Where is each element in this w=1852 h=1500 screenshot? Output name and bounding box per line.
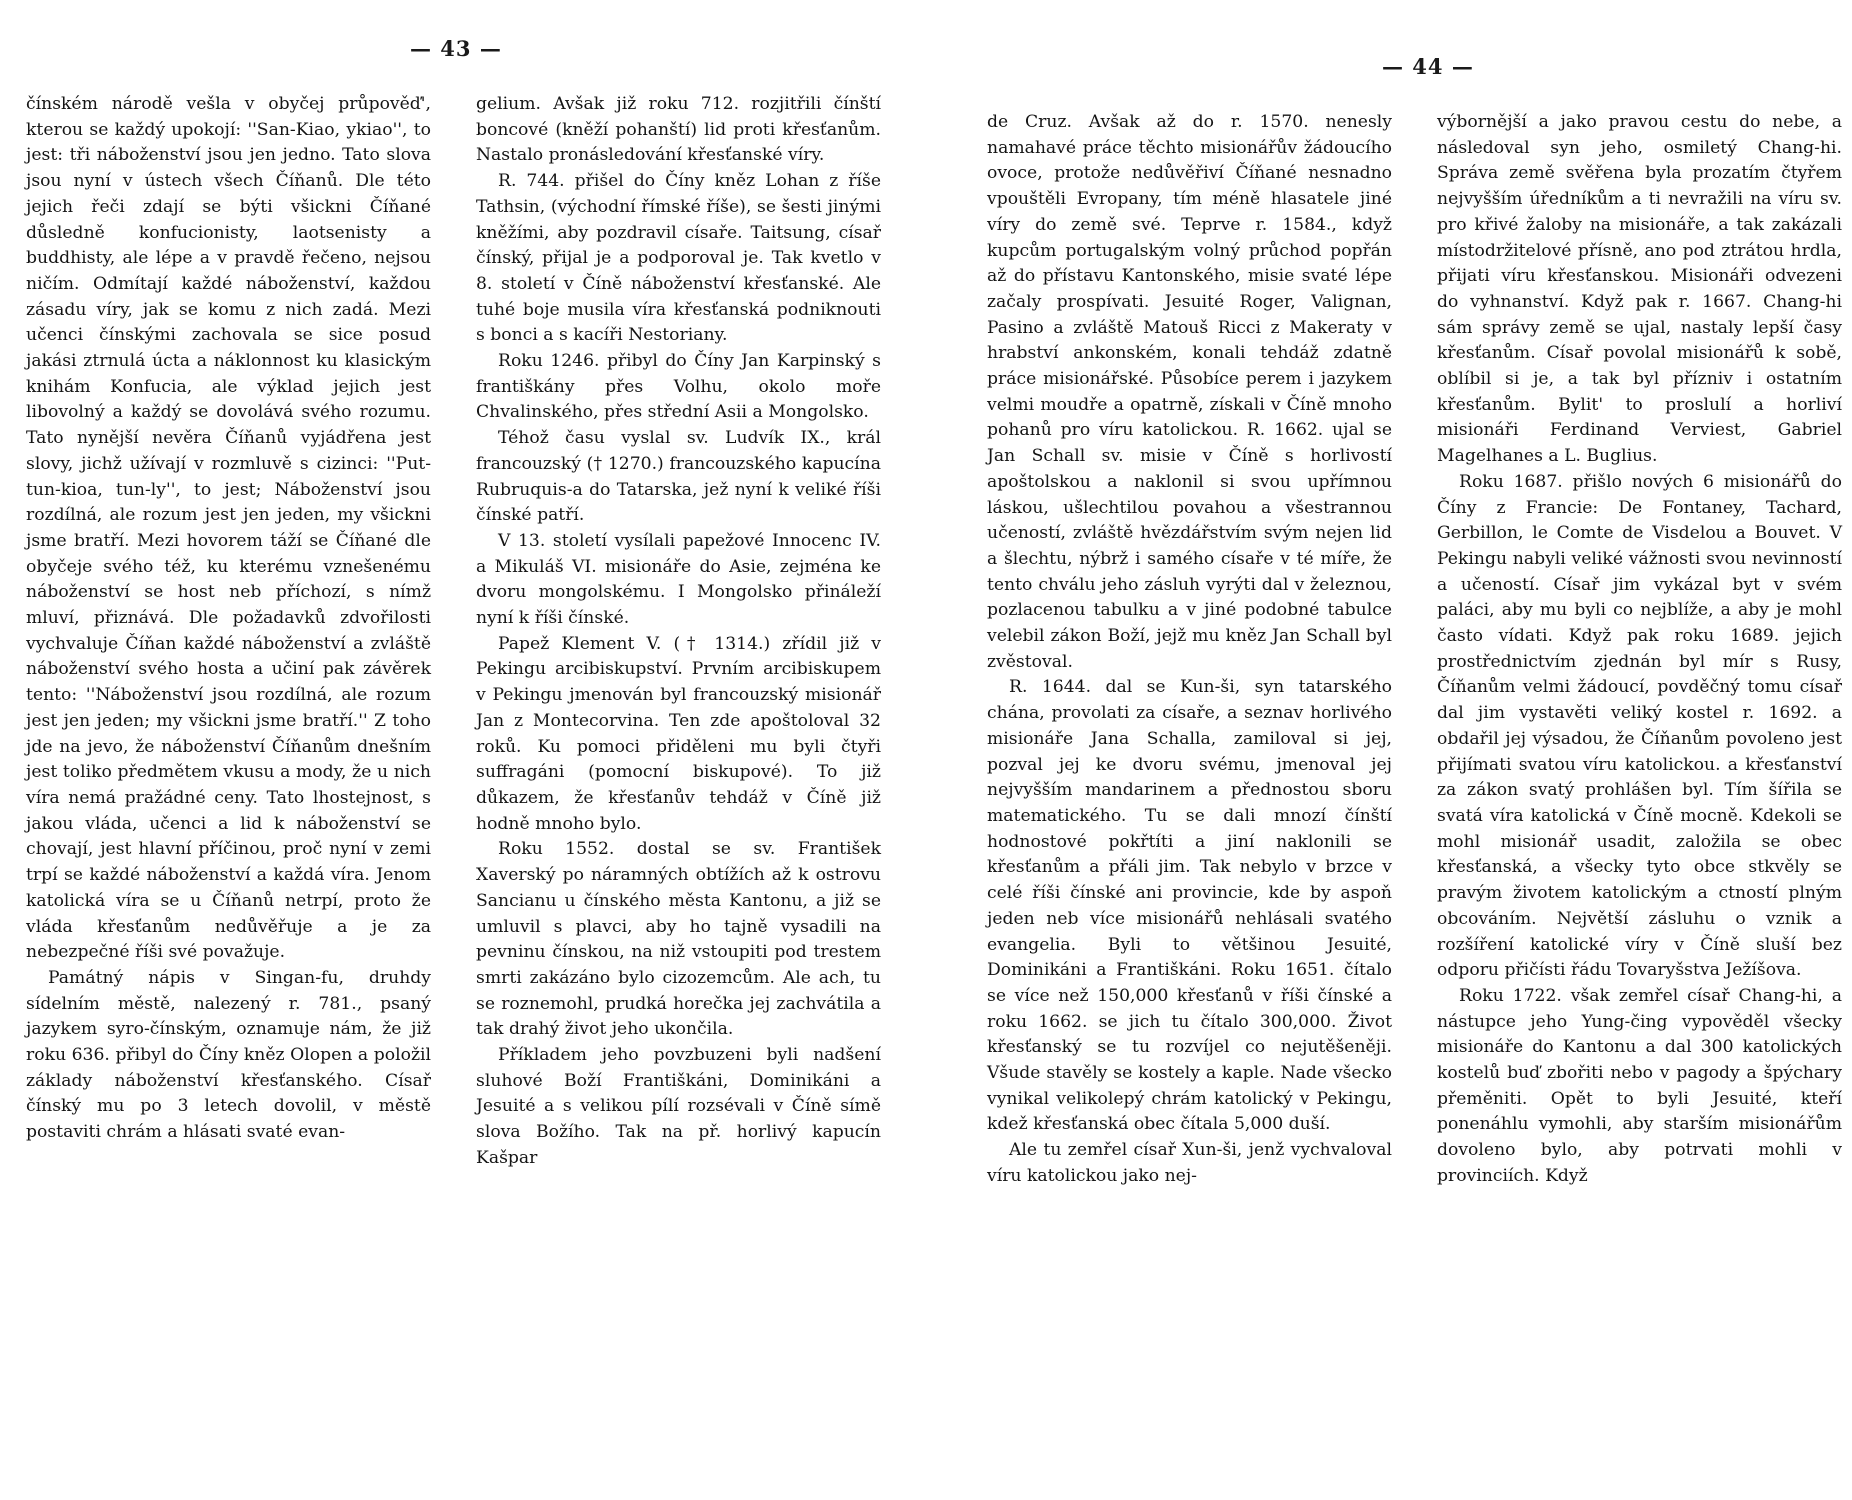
right-page-column-2 [1437, 110, 1842, 1190]
paragraph: R. 1644. dal se Kun-ši, syn tatarského chána, provolati za císaře, a seznav horlivého misionáře Jana Schalla, zamiloval si jej, pozval jej ke dvoru svému, jmenoval jej nejvyšším mandarinem a přednostou sboru matematického. Tu se dali mnozí čínští hodnostové pokřtíti a jiní naklonili se křesťanům a přáli jim. Tak nebylo v brzce v celé říši čínské ani provincie, kde by aspoň jeden neb více misionářů nehlásali svatého evangelia. Byli to většinou Jesuité, Dominikáni a Františkáni. Roku 1651. čítalo se více než 150,000 křesťanů v říši čínské a roku 1662. se jich tu čítalo 300,000. Život křesťanský se tu rozvíjel co nejutěšeněji. Všude stavěly se kostely a kaple. Nade všecko vynikal velikolepý chrám katolický v Pekingu, kdež křesťanská obec čítala 5,000 duší. [987, 677, 1392, 1135]
paragraph: Téhož času vyslal sv. Ludvík IX., král francouzský († 1270.) francouzského kapucína Rubruquis-a do Tatarska, jež nyní k veliké říši čínské patří. [476, 428, 881, 526]
page-number-right: — 44 — [1382, 54, 1474, 79]
left-page-column-2 [476, 92, 881, 1172]
paragraph: gelium. Avšak již roku 712. rozjitřili čínští boncové (kněží pohanští) lid proti křesťanům. Nastalo pronásledování křesťanské víry. [476, 94, 881, 166]
right-page [926, 0, 1852, 1500]
paragraph: Ale tu zemřel císař Xun-ši, jenž vychvaloval víru katolickou jako nej- [987, 1140, 1392, 1186]
paragraph: R. 744. přišel do Číny kněz Lohan z říše Tathsin, (východní římské říše), se šesti jinými kněžími, aby pozdravil císaře. Taitsung, císař čínský, přijal je a podporoval je. Tak kvetlo v 8. století v Číně náboženství křesťanské. Ale tuhé boje musila víra křesťanská podniknouti s bonci a s kacíři Nestoriany. [476, 171, 881, 346]
page-number-left: — 43 — [410, 36, 502, 61]
paragraph: Roku 1552. dostal se sv. František Xaverský po náramných obtížích až k ostrovu Sancianu u čínského města Kantonu, a již se umluvil s plavci, aby ho tajně vysadili na pevninu čínskou, na niž vstoupiti pod trestem smrti zakázáno bylo cizozemcům. Ale ach, tu se roznemohl, prudká horečka jej zachvátila a tak drahý život jeho ukončila. [476, 839, 881, 1040]
paragraph: de Cruz. Avšak až do r. 1570. nenesly namahavé práce těchto misionářův žádoucího ovoce, protože nedůvěřiví Číňané nesnadno vpouštěli Evropany, tím méně hlasatele jiné víry do země své. Teprve r. 1584., když kupcům portugalským volný průchod popřán až do přístavu Kantonského, misie svaté lépe začaly prospívati. Jesuité Roger, Valignan, Pasino a zvláště Matouš Ricci z Makeraty v hrabství ankonském, konali tehdáž zdatně práce misionářské. Působíce perem i jazykem velmi moudře a opatrně, získali v Číně mnoho pohanů pro víru katolickou. R. 1662. ujal se Jan Schall sv. misie v Číně s horlivostí apoštolskou a naklonil si svou upřímnou láskou, ušlechtilou povahou a všestrannou učeností, zvláště hvězdářstvím svým nejen lid a šlechtu, nýbrž i samého císaře v té míře, že tento chválu jeho zásluh vyrýti dal v železnou, pozlacenou tabulku a v jiné podobné tabulce velebil zákon Boží, jejž mu kněz Jan Schall byl zvěstoval. [987, 112, 1392, 672]
paragraph: Roku 1687. přišlo nových 6 misionářů do Číny z Francie: De Fontaney, Tachard, Gerbillon, le Comte de Visdelou a Bouvet. V Pekingu nabyli veliké vážnosti svou nevinností a učeností. Císař jim vykázal byt v svém paláci, aby mu byli co nejblíže, a aby je mohl často vídati. Když pak roku 1689. jejich prostřednictvím zjednán byl mír s Rusy, Číňanům velmi žádoucí, povděčný tomu císař dal jim vystavěti veliký kostel r. 1692. a obdařil jej výsadou, že Číňanům povoleno jest přijímati svatou víru katolickou. a křesťanství za zákon svatý prohlášen byl. Tím šířila se svatá víra katolická v Číně mocně. Kdekoli se mohl misionář usadit, založila se obec křesťanská, a všecky tyto obce stkvěly se pravým životem katolickým a ctností plným obcováním. Největší zásluhu o vznik a rozšíření katolické víry v Číně sluší bez odporu přičísti řádu Tovaryšstva Ježíšova. [1437, 471, 1842, 981]
left-page-column-1 [26, 92, 431, 1146]
paragraph: výbornější a jako pravou cestu do nebe, a následoval syn jeho, osmiletý Chang-hi. Správa země svěřena byla prozatím čtyřem nejvyšším úředníkům a ti nevražili na víru sv. pro křivé žaloby na misionáře, a tak zakázali místodržitelové přísně, ano pod ztrátou hrdla, přijati víru křesťanskou. Misionáři odvezeni do vyhnanství. Když pak r. 1667. Chang-hi sám správy země se ujal, nastaly lepší časy křesťanům. Císař povolal misionářů k sobě, oblíbil si je, a tak byl přízniv i ostatním křesťanům. Bylit' to proslulí a horliví misionáři Ferdinand Verviest, Gabriel Magelhanes a L. Buglius. [1437, 112, 1842, 467]
paragraph: Příkladem jeho povzbuzeni byli nadšení sluhové Boží Františkáni, Dominikáni a Jesuité a s velikou pílí rozsévali v Číně símě slova Božího. Tak na př. horlivý kapucín Kašpar [476, 1045, 881, 1168]
right-page-column-1 [987, 110, 1392, 1190]
paragraph: Papež Klement V. († 1314.) zřídil již v Pekingu arcibiskupství. Prvním arcibiskupem v Pekingu jmenován byl francouzský misionář Jan z Montecorvina. Ten zde apoštoloval 32 roků. Ku pomoci přiděleni mu byli čtyři suffragáni (pomocní biskupové). To již důkazem, že křesťanův tehdáž v Číně již hodně mnoho bylo. [476, 633, 881, 834]
paragraph: Památný nápis v Singan-fu, druhdy sídelním městě, nalezený r. 781., psaný jazykem syro-čínským, oznamuje nám, že již roku 636. přibyl do Číny kněz Olopen a položil základy náboženství křesťanského. Císař čínský mu po 3 letech dovolil, v městě postaviti chrám a hlásati svaté evan- [26, 967, 431, 1143]
paragraph: Roku 1722. však zemřel císař Chang-hi, a nástupce jeho Yung-čing vypověděl všecky misionáře do Kantonu a dal 300 katolických kostelů buď zbořiti nebo v pagody a špýchary přeměniti. Opět to byli Jesuité, kteří ponenáhlu vymohli, aby starším misionářům dovoleno bylo, aby potrvati mohli v provinciích. Když [1437, 985, 1842, 1186]
paragraph: V 13. století vysílali papežové Innocenc IV. a Mikuláš VI. misionáře do Asie, zejména ke dvoru mongolskému. I Mongolsko přináleží nyní k říši čínské. [476, 530, 881, 629]
paragraph: Roku 1246. přibyl do Číny Jan Karpinský s františkány přes Volhu, okolo moře Chvalinského, přes střední Asii a Mongolsko. [476, 351, 881, 423]
paragraph: čínském národě vešla v obyčej průpověď', kterou se každý upokojí: ''San-Kiao, ykiao'', to jest: tři náboženství jsou jen jedno. Tato slova jsou nyní v ústech všech Číňanů. Dle této jejich řeči zdají se býti všickni Číňané důsledně konfucionisty, laotsenisty a buddhisty, ale lépe a v pravdě řečeno, nejsou ničím. Odmítají každé náboženství, každou zásadu víry, jak se komu z nich zadá. Mezi učenci čínskými zachovala se sice posud jakási ztrnulá úcta a náklonnost ku klasickým knihám Konfucia, ale výklad jejich jest libovolný a každý se dovolává svého rozumu. Tato nynější nevěra Číňanů vyjádřena jest slovy, jichž užívají v rozmluvě s cizinci: ''Put-tun-kioa, tun-ly'', to jest; Náboženství jsou rozdílná, ale rozum jest jen jeden, my všickni jsme bratří. Mezi hovorem táží se Číňané dle obyčeje svého též, ku kterému vznešenému náboženství se host neb příchozí, s nímž mluví, přiznává. Dle požadavků zdvořilosti vychvaluje Číňan každé náboženství a zvláště náboženství svého hosta a učiní pak závěrek tento: ''Náboženství jsou rozdílná, ale rozum jest jen jeden; my všickni jsme bratří.'' Z toho jde na jevo, že náboženství Číňanům dnešním jest toliko předmětem vkusu a mody, že u nich víra nemá pražádné ceny. Tato lhostejnost, s jakou vláda, učenci a lid k náboženství se chovají, jest hlavní příčinou, proč nyní v zemi trpí se každé náboženství a každá víra. Jenom katolická víra se u Číňanů netrpí, proto že vláda křesťanům nedůvěřuje a je za nebezpečné říši své považuje. [26, 94, 431, 963]
